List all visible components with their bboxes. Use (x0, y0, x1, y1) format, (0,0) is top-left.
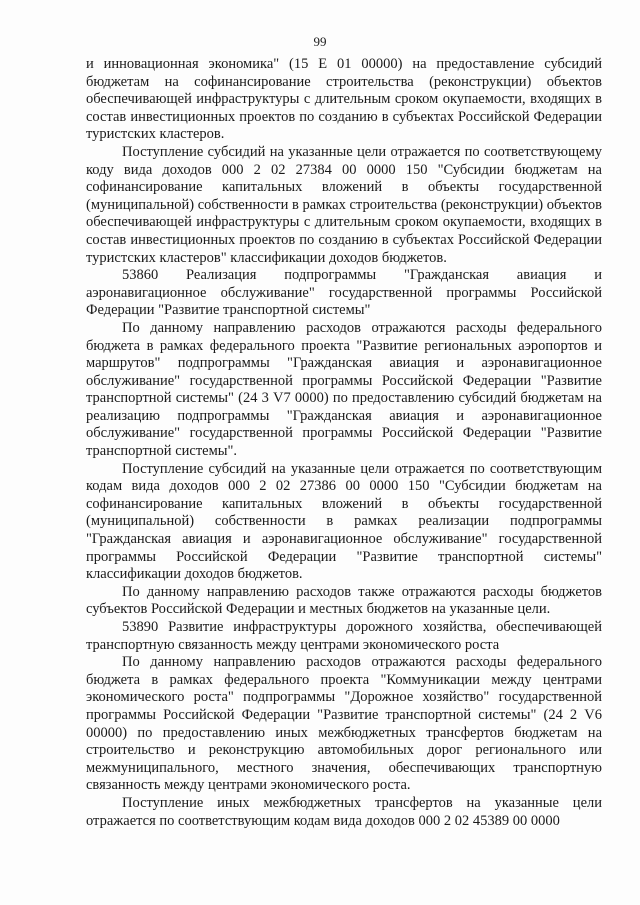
paragraph: и инновационная экономика" (15 Е 01 00000) на предоставление субсидий бюджетам на софинансирование строительства (реконструкции) объектов обеспечивающей инфраструктуры с длительным сроком окупаемости, входящих в состав инвестиционных проектов по созданию в субъектах Российской Федерации туристских кластеров. (86, 56, 602, 143)
paragraph: Поступление субсидий на указанные цели отражается по соответствующему коду вида доходов 000 2 02 27384 00 0000 150 "Субсидии бюджетам на софинансирование капитальных вложений в объекты государственной (муниципальной) собственности в рамках строительства (реконструкции) объектов обеспечивающей инфраструктуры с длительным сроком окупаемости, входящих в состав инвестиционных проектов по созданию в субъектах Российской Федерации туристских кластеров" классификации доходов бюджетов. (86, 143, 602, 266)
document-body (86, 56, 602, 830)
section-heading: 53860 Реализация подпрограммы "Гражданская авиация и аэронавигационное обслуживание" государственной программы Российской Федерации "Развитие транспортной системы" (86, 267, 602, 319)
paragraph: По данному направлению расходов отражаются расходы федерального бюджета в рамках федерального проекта "Развитие региональных аэропортов и маршрутов" подпрограммы "Гражданская авиация и аэронавигационное обслуживание" государственной программы Российской Федерации "Развитие транспортной системы" (24 3 V7 0000) по предоставлению субсидий бюджетам на реализацию подпрограммы "Гражданская авиация и аэронавигационное обслуживание" государственной программы Российской Федерации "Развитие транспортной системы". (86, 319, 602, 460)
page-number: 99 (313, 34, 327, 49)
paragraph: Поступление субсидий на указанные цели отражается по соответствующим кодам вида доходов 000 2 02 27386 00 0000 150 "Субсидии бюджетам на софинансирование капитальных вложений в объекты государственной (муниципальной) собственности в рамках реализации подпрограммы "Гражданская авиация и аэронавигационное обслуживание" государственной программы Российской Федерации "Развитие транспортной системы" классификации доходов бюджетов. (86, 460, 602, 583)
paragraph: Поступление иных межбюджетных трансфертов на указанные цели отражается по соответствующим кодам вида доходов 000 2 02 45389 00 0000 (86, 794, 602, 829)
section-heading: 53890 Развитие инфраструктуры дорожного хозяйства, обеспечивающей транспортную связанность между центрами экономического роста (86, 619, 602, 653)
paragraph: По данному направлению расходов также отражаются расходы бюджетов субъектов Российской Федерации и местных бюджетов на указанные цели. (86, 583, 602, 618)
paragraph: По данному направлению расходов отражаются расходы федерального бюджета в рамках федерального проекта "Коммуникации между центрами экономического роста" подпрограммы "Дорожное хозяйство" государственной программы Российской Федерации "Развитие транспортной системы" (24 2 V6 00000) по предоставлению иных межбюджетных трансфертов бюджетам на строительство и реконструкцию автомобильных дорог регионального или межмуниципального, местного значения, обеспечивающих транспортную связанность между центрами экономического роста. (86, 654, 602, 794)
